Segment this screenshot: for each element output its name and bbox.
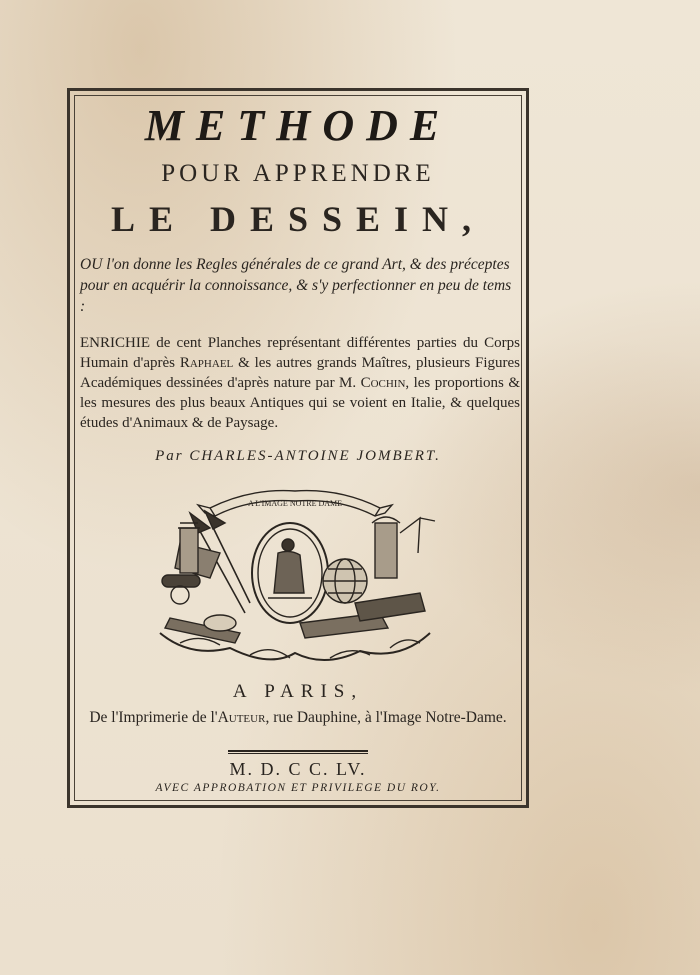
author-line: Par CHARLES-ANTOINE JOMBERT. (155, 448, 441, 464)
ornamental-rule (228, 750, 368, 754)
imprint-date: M. D. C C. LV. (229, 759, 367, 779)
vignette-banner-text: A L'IMAGE NOTRE DAME (247, 499, 343, 508)
printers-device-icon (150, 483, 440, 673)
imprint-printer (74, 708, 522, 727)
printer-text-2: , rue Dauphine, à l'Image Notre-Dame. (265, 709, 507, 726)
enrichie-paragraph (80, 333, 520, 433)
printer-text-1: De l'Imprimerie de l' (89, 709, 218, 726)
subtitle-line-2: LE DESSEIN, (110, 199, 486, 239)
enrichie-text-3: , les proportions & les mesures des plus beaux Antiques qui se voient en Italie, & quelques études d'Animaux & de Paysage. (80, 375, 520, 431)
enrichie-text-1: de cent Planches représentant différentes parties du Corps Humain d'après (80, 335, 520, 371)
printer-name: Auteur (217, 709, 266, 726)
description-italic: OU l'on donne les Regles générales de ce grand Art, & des préceptes pour en acquérir la connoissance, & s'y perfectionner en peu de tems : (80, 256, 512, 315)
enrichie-lead: ENRICHIE (80, 335, 150, 351)
privilege-line: AVEC APPROBATION ET PRIVILEGE DU ROY. (155, 782, 441, 794)
name-cochin: Cochin (360, 375, 406, 391)
imprint-place: A PARIS, (232, 681, 364, 702)
subtitle-line-1: POUR APPRENDRE (161, 160, 435, 187)
book-title: METHODE (144, 101, 452, 150)
name-raphael: Raphael (179, 355, 234, 371)
enrichie-text-2: & les autres grands Maîtres, plusieurs Figures Académiques dessinées d'après nature par M. (80, 355, 520, 391)
